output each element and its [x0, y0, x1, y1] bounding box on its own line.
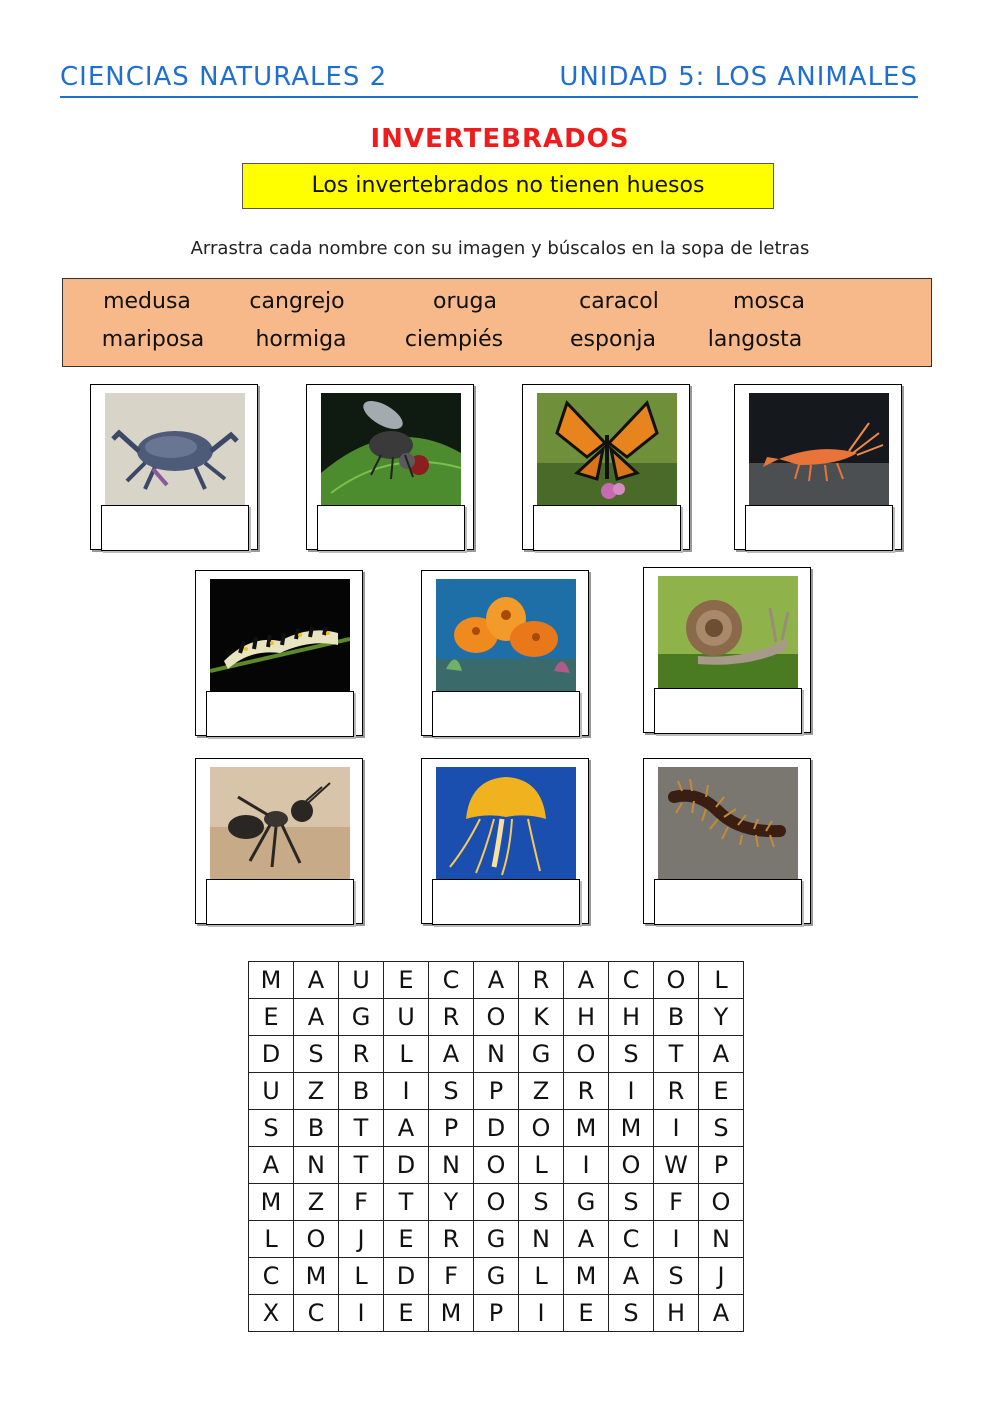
- crayfish-image: [749, 393, 889, 505]
- word-search-cell[interactable]: N: [519, 1221, 564, 1258]
- animal-card: [421, 758, 589, 924]
- answer-drop-zone[interactable]: [206, 691, 354, 737]
- word-search-cell[interactable]: J: [339, 1221, 384, 1258]
- word-search-cell[interactable]: L: [249, 1221, 294, 1258]
- word-search-row: [249, 1147, 744, 1184]
- word-search-cell[interactable]: E: [249, 999, 294, 1036]
- word-search-cell[interactable]: S: [609, 1184, 654, 1221]
- word-search-cell[interactable]: I: [654, 1110, 699, 1147]
- unit-title: UNIDAD 5: LOS ANIMALES: [559, 62, 918, 92]
- draggable-word[interactable]: langosta: [707, 327, 803, 352]
- word-search-cell[interactable]: R: [564, 1073, 609, 1110]
- word-search-cell[interactable]: C: [609, 1221, 654, 1258]
- animal-card: [90, 384, 258, 550]
- butterfly-image: [537, 393, 677, 505]
- word-search-cell[interactable]: M: [609, 1110, 654, 1147]
- word-search-cell[interactable]: E: [384, 1221, 429, 1258]
- word-bank: [62, 278, 932, 367]
- word-search-row: [249, 1184, 744, 1221]
- answer-drop-zone[interactable]: [432, 691, 580, 737]
- word-search-cell[interactable]: L: [339, 1258, 384, 1295]
- word-search-cell[interactable]: E: [699, 1073, 744, 1110]
- word-search-cell[interactable]: R: [429, 1221, 474, 1258]
- word-search-cell[interactable]: P: [474, 1073, 519, 1110]
- word-search-cell[interactable]: F: [654, 1184, 699, 1221]
- animal-card: [195, 758, 363, 924]
- word-search-cell[interactable]: R: [339, 1036, 384, 1073]
- word-search-cell[interactable]: A: [564, 1221, 609, 1258]
- draggable-word[interactable]: esponja: [570, 327, 656, 352]
- word-search-row: [249, 1295, 744, 1332]
- answer-drop-zone[interactable]: [745, 505, 893, 551]
- word-search-cell[interactable]: O: [519, 1110, 564, 1147]
- word-search-cell[interactable]: H: [609, 999, 654, 1036]
- page-header: [60, 58, 918, 98]
- caterpillar-image: [210, 579, 350, 691]
- word-search-cell[interactable]: A: [429, 1036, 474, 1073]
- draggable-word[interactable]: cangrejo: [249, 289, 345, 314]
- answer-drop-zone[interactable]: [533, 505, 681, 551]
- ant-image: [210, 767, 350, 879]
- word-search-cell[interactable]: S: [519, 1184, 564, 1221]
- word-search-cell[interactable]: O: [474, 1147, 519, 1184]
- word-search-cell[interactable]: L: [519, 1147, 564, 1184]
- animal-card: [195, 570, 363, 736]
- word-search-cell[interactable]: I: [654, 1221, 699, 1258]
- word-search-cell[interactable]: L: [519, 1258, 564, 1295]
- crab-image: [105, 393, 245, 505]
- draggable-word[interactable]: mosca: [733, 289, 805, 314]
- word-search-cell[interactable]: N: [699, 1221, 744, 1258]
- fly-image: [321, 393, 461, 505]
- word-search-cell[interactable]: U: [249, 1073, 294, 1110]
- word-search-cell[interactable]: U: [384, 999, 429, 1036]
- word-search-cell[interactable]: C: [294, 1295, 339, 1332]
- word-search-cell[interactable]: W: [654, 1147, 699, 1184]
- word-search-cell[interactable]: D: [249, 1036, 294, 1073]
- word-search-cell[interactable]: M: [294, 1258, 339, 1295]
- word-search-cell[interactable]: L: [384, 1036, 429, 1073]
- word-search-cell[interactable]: A: [699, 1295, 744, 1332]
- word-search-cell[interactable]: O: [609, 1147, 654, 1184]
- word-search-cell[interactable]: D: [474, 1110, 519, 1147]
- word-search-cell[interactable]: B: [339, 1073, 384, 1110]
- word-search-row: [249, 1073, 744, 1110]
- centipede-image: [658, 767, 798, 879]
- word-search-cell[interactable]: S: [699, 1110, 744, 1147]
- word-search-cell[interactable]: I: [519, 1295, 564, 1332]
- word-search-cell[interactable]: E: [384, 1295, 429, 1332]
- word-search-cell[interactable]: T: [654, 1036, 699, 1073]
- word-search-cell[interactable]: L: [699, 962, 744, 999]
- word-search-cell[interactable]: O: [474, 999, 519, 1036]
- animal-card: [522, 384, 690, 550]
- word-search-cell[interactable]: A: [609, 1258, 654, 1295]
- word-search-cell[interactable]: H: [654, 1295, 699, 1332]
- word-search-cell[interactable]: C: [429, 962, 474, 999]
- word-search-row: [249, 1221, 744, 1258]
- word-search-cell[interactable]: U: [339, 962, 384, 999]
- word-search-cell[interactable]: I: [609, 1073, 654, 1110]
- word-search-cell[interactable]: I: [384, 1073, 429, 1110]
- word-search-cell[interactable]: G: [519, 1036, 564, 1073]
- word-search-cell[interactable]: Z: [519, 1073, 564, 1110]
- word-search-cell[interactable]: Z: [294, 1073, 339, 1110]
- draggable-word[interactable]: medusa: [103, 289, 191, 314]
- word-search-cell[interactable]: A: [474, 962, 519, 999]
- word-search-cell[interactable]: N: [474, 1036, 519, 1073]
- word-search-cell[interactable]: D: [384, 1147, 429, 1184]
- word-search-cell[interactable]: M: [564, 1258, 609, 1295]
- word-search-cell[interactable]: P: [699, 1147, 744, 1184]
- word-search-cell[interactable]: I: [339, 1295, 384, 1332]
- word-search-cell[interactable]: G: [474, 1221, 519, 1258]
- word-search-cell[interactable]: T: [384, 1184, 429, 1221]
- word-search-cell[interactable]: R: [654, 1073, 699, 1110]
- word-search-cell[interactable]: G: [339, 999, 384, 1036]
- word-search-cell[interactable]: A: [249, 1147, 294, 1184]
- word-search-cell[interactable]: C: [609, 962, 654, 999]
- word-search-cell[interactable]: O: [699, 1184, 744, 1221]
- word-search-cell[interactable]: Y: [429, 1184, 474, 1221]
- word-search-cell[interactable]: D: [384, 1258, 429, 1295]
- animal-card: [421, 570, 589, 736]
- word-search-row: [249, 999, 744, 1036]
- draggable-word[interactable]: caracol: [579, 289, 659, 314]
- word-search-cell[interactable]: X: [249, 1295, 294, 1332]
- answer-drop-zone[interactable]: [317, 505, 465, 551]
- word-search-cell[interactable]: P: [474, 1295, 519, 1332]
- word-search-cell[interactable]: S: [609, 1036, 654, 1073]
- word-search-cell[interactable]: J: [699, 1258, 744, 1295]
- word-search-cell[interactable]: T: [339, 1147, 384, 1184]
- animal-card: [643, 567, 811, 733]
- instruction-text: Arrastra cada nombre con su imagen y búscalos en la sopa de letras: [190, 238, 810, 259]
- answer-drop-zone[interactable]: [432, 879, 580, 925]
- answer-drop-zone[interactable]: [101, 505, 249, 551]
- jellyfish-image: [436, 767, 576, 879]
- word-search-row: [249, 962, 744, 999]
- word-search-cell[interactable]: K: [519, 999, 564, 1036]
- word-search-cell[interactable]: I: [564, 1147, 609, 1184]
- subject-title: CIENCIAS NATURALES 2: [60, 62, 388, 92]
- word-search-cell[interactable]: S: [429, 1073, 474, 1110]
- word-search-cell[interactable]: S: [249, 1110, 294, 1147]
- word-search-cell[interactable]: P: [429, 1110, 474, 1147]
- word-search-cell[interactable]: O: [564, 1036, 609, 1073]
- word-search-cell[interactable]: N: [294, 1147, 339, 1184]
- answer-drop-zone[interactable]: [654, 879, 802, 925]
- word-search-cell[interactable]: F: [339, 1184, 384, 1221]
- sponge-image: [436, 579, 576, 691]
- word-search-cell[interactable]: E: [564, 1295, 609, 1332]
- word-search-grid: [248, 961, 744, 1332]
- draggable-word[interactable]: ciempiés: [404, 327, 504, 352]
- word-search-cell[interactable]: M: [249, 1184, 294, 1221]
- word-search-cell[interactable]: M: [249, 962, 294, 999]
- word-search-row: [249, 1036, 744, 1073]
- animal-card: [643, 758, 811, 924]
- word-search-cell[interactable]: A: [294, 999, 339, 1036]
- word-search-cell[interactable]: B: [294, 1110, 339, 1147]
- page-title: INVERTEBRADOS: [370, 124, 630, 154]
- word-search-cell[interactable]: B: [654, 999, 699, 1036]
- word-search-cell[interactable]: O: [474, 1184, 519, 1221]
- word-search-cell[interactable]: T: [339, 1110, 384, 1147]
- definition-note: Los invertebrados no tienen huesos: [242, 163, 774, 209]
- word-search-cell[interactable]: C: [249, 1258, 294, 1295]
- word-search-cell[interactable]: F: [429, 1258, 474, 1295]
- word-search-cell[interactable]: R: [519, 962, 564, 999]
- answer-drop-zone[interactable]: [206, 879, 354, 925]
- word-search-cell[interactable]: E: [384, 962, 429, 999]
- word-search-cell[interactable]: A: [384, 1110, 429, 1147]
- word-search-cell[interactable]: H: [564, 999, 609, 1036]
- word-search-cell[interactable]: A: [294, 962, 339, 999]
- word-search-cell[interactable]: S: [294, 1036, 339, 1073]
- word-search-row: [249, 1110, 744, 1147]
- answer-drop-zone[interactable]: [654, 688, 802, 734]
- word-search-cell[interactable]: M: [564, 1110, 609, 1147]
- draggable-word[interactable]: hormiga: [255, 327, 347, 352]
- word-search-row: [249, 1258, 744, 1295]
- word-search-cell[interactable]: G: [564, 1184, 609, 1221]
- draggable-word[interactable]: mariposa: [101, 327, 205, 352]
- word-search-cell[interactable]: O: [654, 962, 699, 999]
- snail-image: [658, 576, 798, 688]
- word-search-cell[interactable]: A: [699, 1036, 744, 1073]
- word-search-cell[interactable]: A: [564, 962, 609, 999]
- animal-card: [306, 384, 474, 550]
- word-search-cell[interactable]: M: [429, 1295, 474, 1332]
- word-search-cell[interactable]: S: [609, 1295, 654, 1332]
- word-search-cell[interactable]: O: [294, 1221, 339, 1258]
- word-search-cell[interactable]: Y: [699, 999, 744, 1036]
- word-search-cell[interactable]: G: [474, 1258, 519, 1295]
- word-search-cell[interactable]: N: [429, 1147, 474, 1184]
- animal-card: [734, 384, 902, 550]
- draggable-word[interactable]: oruga: [433, 289, 497, 314]
- word-search-cell[interactable]: S: [654, 1258, 699, 1295]
- word-search-cell[interactable]: R: [429, 999, 474, 1036]
- word-search-cell[interactable]: Z: [294, 1184, 339, 1221]
